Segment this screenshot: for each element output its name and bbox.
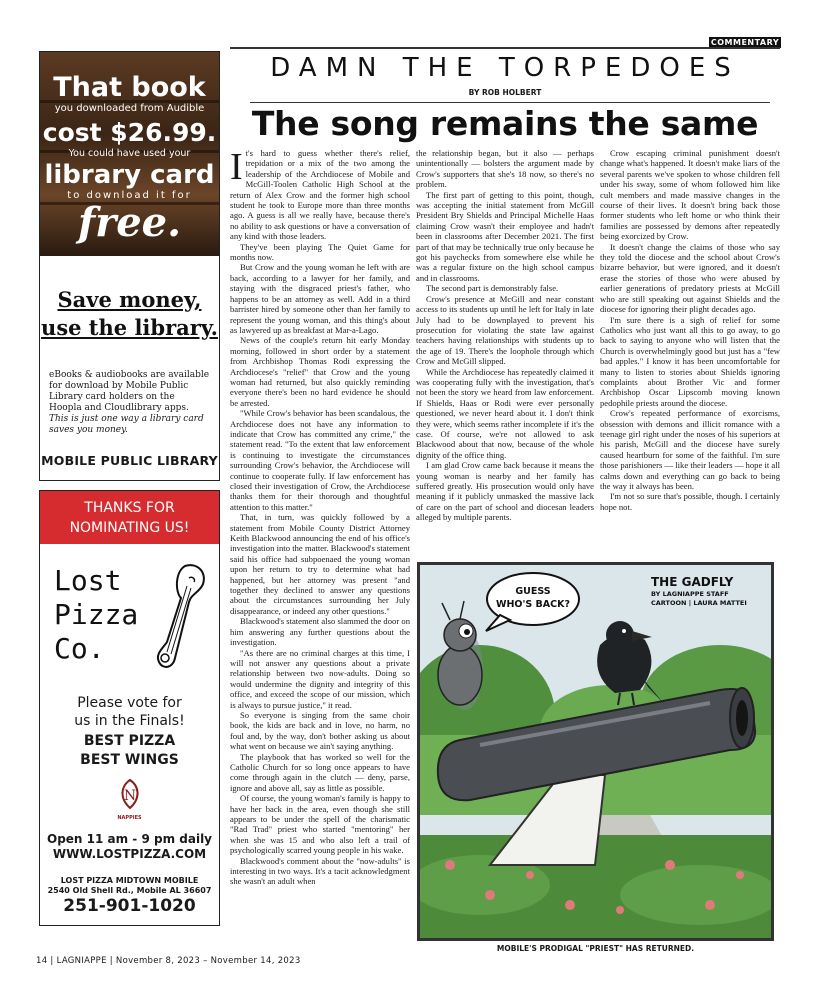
phone-number[interactable]: 251-901-1020 [63, 896, 196, 916]
article-paragraph: They've been playing The Quiet Game for months now. [230, 241, 410, 263]
article-paragraph: It doesn't change the claims of those who say they told the diocese and the school about Crow's bizarre behavior, but were ignored, and it doesn't erase the stories of those who were abused by earlier generations of predatory priests at McGill who are still speaking out against Shields and the diocese for ignoring their plight decades ago. [600, 241, 780, 315]
cartoon-title: THE GADFLY [651, 575, 734, 589]
lost-pizza-wordmark [54, 564, 138, 666]
credit-line-1: BY LAGNIAPPE STAFF [651, 590, 729, 598]
article-paragraph: Blackwood's statement also slammed the door on him answering any further questions about the investigation. [230, 616, 410, 648]
library-ad-italic: This is just one way a library card saves you money. [49, 414, 204, 435]
cartoon-illustration [420, 565, 771, 938]
best-wings: BEST WINGS [80, 752, 179, 768]
drop-cap: I [230, 148, 243, 188]
article-paragraph: I am glad Crow came back because it means the young woman is nearby and her family has suffered greatly. His prosecution would only have meaning if it publicly unmasked the massive lack of care on the part of school and diocesan leaders alleged by multiple parents. [416, 460, 594, 523]
vote-line-1: Please vote for [77, 695, 182, 711]
article-paragraph: "While Crow's behavior has been scandalous, the Archdiocese does not have any information to indicate that Crow has committed any crime," the statement read. "To the extent that law enforcement is continuing to investigate the circumstances surrounding Crow's behavior, the Archdiocese will continue to cooperate fully. If law enforcement has closed their investigation of Crow, the Archdiocese thanks them for their thorough and thoughtful attention to this matter." [230, 408, 410, 512]
ad-headline-1: That book [53, 72, 206, 103]
library-ad-banner [40, 52, 219, 256]
top-rule [230, 47, 780, 49]
bubble-line-2: WHO'S BACK? [495, 599, 570, 610]
ad-text-4: You could have used your [68, 148, 191, 159]
library-logo [40, 453, 219, 468]
article-paragraph: News of the couple's return hit early Monday morning, followed in short order by a statement from Archbishop Thomas Rodi expressing the Archdiocese's "relief" that Crow and the young woman had returned, but also quickly reminding everyone there's been no hard evidence he should be arrested. [230, 335, 410, 408]
column-title: DAMN THE TORPEDOES [270, 53, 740, 83]
vote-message [40, 694, 219, 730]
logo-line-2: Pizza [54, 598, 139, 631]
ad-price: cost $26.99. [42, 118, 217, 147]
article-paragraph: Crow's repeated performance of exorcisms, obsession with demons and illicit romance with a teenage girl right under the noses of his superiors at his parish, McGill and the diocese have surely caused heartburn for some of the faithful. I'm sure those parishioners — like their leaders — hope it all calms down and everything can go back to being the way it always has been. [600, 408, 780, 491]
article-paragraph [230, 148, 410, 242]
article-column-3 [600, 148, 780, 548]
paragraph-text: t's hard to guess whether there's relief, trepidation or a mix of the two among the leadership of the Archdiocese of Mobile and McGill-Toolen Catholic High School at the return of Alex Crow and the former high school student he took to Europe more than three months ago. A guess is all we really have, because there's no ability to ask questions or have a conversation of any kind with those leaders. [230, 148, 410, 242]
save-line-2: use the library. [41, 315, 218, 340]
save-line-1: Save money, [57, 287, 202, 312]
library-ad-text: eBooks & audiobooks are available for download by Mobile Public Library card holders on the Hoopla and Cloudlibrary apps. [49, 370, 210, 413]
nappies-text: NAPPIES [117, 815, 142, 821]
vote-line-2: us in the Finals! [74, 713, 185, 729]
byline: BY ROB HOLBERT [468, 88, 542, 97]
article-column-2 [416, 148, 594, 548]
nappies-logo [113, 778, 147, 822]
article-paragraph: I'm not so sure that's possible, though. I certainly hope not. [600, 491, 780, 512]
street-address: 2540 Old Shell Rd., Mobile AL 36607 [47, 886, 212, 895]
article-paragraph: The first part of getting to this point, though, was accepting the initial statement from McGill President Bry Shields and Principal Michelle Haas claiming Crow wasn't their employee and hadn't been in classrooms after December 2021. The first part of that may be technically true only because he got his paychecks from somewhere else while he was a regular fixture on the high school campus and in classrooms. [416, 189, 594, 283]
byline-rule [250, 102, 770, 103]
thanks-banner [40, 491, 219, 544]
speech-bubble-text [495, 585, 571, 611]
article-paragraph: the relationship began, but it also — perhaps unintentionally — bolsters the argument made by Crow's supporters that she's 18 now, so there's no problem. [416, 148, 594, 190]
ad-text-6: to download it for [67, 190, 192, 201]
logo-line-3: Co. [54, 632, 105, 665]
article-paragraph: The playbook that has worked so well for the Catholic Church for so long once appears to have come through again in the clutch — deny, parse, ignore and above all, say as little as possible. [230, 751, 410, 793]
library-ad[interactable] [39, 51, 220, 481]
ad-library-card: library card [44, 160, 215, 190]
location-name: LOST PIZZA MIDTOWN MOBILE [60, 876, 199, 885]
ad-text-2: you downloaded from Audible [54, 103, 205, 114]
lost-pizza-logo [40, 544, 219, 684]
address-block [40, 876, 219, 896]
article-paragraph: Of course, the young woman's family is happy to have her back in the area, even though she still appears to be under the spell of the charismatic "Rad Trad" priest who started "mentoring" her when she was 15 and who also left a trail of psychologically scarred young people in his wake. [230, 793, 410, 856]
bubble-line-1: GUESS [515, 586, 551, 597]
svg-text:N: N [123, 788, 136, 804]
library-ad-body [40, 370, 219, 436]
gadfly-cartoon[interactable] [417, 562, 774, 941]
best-pizza: BEST PIZZA [83, 733, 176, 749]
guitar-icon [145, 558, 215, 678]
lost-pizza-ad[interactable] [39, 490, 220, 926]
article-paragraph: The second part is demonstrably false. [426, 283, 559, 294]
section-label: COMMENTARY [710, 38, 780, 47]
ad-free: free. [77, 199, 182, 246]
headline: The song remains the same [251, 104, 759, 143]
article-paragraph: That, in turn, was quickly followed by a statement from Mobile County District Attorney Keith Blackwood announcing the end of his office's investigation into the matter. Blackwood's statement said his office had subpoenaed the young woman upon her return to try to determine what had happened, but her attorney was present "and together they declined to answer any questions about the circumstances surrounding her July disappearance, or indeed any other questions." [230, 512, 410, 616]
credit-line-2: CARTOON | LAURA MATTEI [651, 599, 747, 607]
article-paragraph: So everyone is singing from the same choir book, the kids are back and in love, no harm, no foul and, by the way, don't bother asking us about what went on because we ain't saying anything. [230, 709, 410, 752]
best-categories [40, 732, 219, 770]
article-paragraph: Crow's presence at McGill and near constant access to its students up until he left for Italy in late July had to be downplayed to prevent his prosecution for violating the state law against teachers having relationships with students up to the age of 19. There's the loophole through which Crow and McGill slipped. [416, 293, 594, 367]
article-paragraph: But Crow and the young woman he left with are back, according to a lawyer for her family, and staying with the disgraced priest's father, who happens to be an attorney as well. Add in a third barrister hired by someone other than her family to represent the young woman, and this thing's about as lawyered up as breakfast at Mar-a-Lago. [230, 262, 410, 335]
library-logo-text: MOBILE PUBLIC LIBRARY [41, 453, 218, 468]
article-paragraph: Crow escaping criminal punishment doesn't change what's happened. It doesn't make liars of the several parents we've spoken to whose children fell under his sway, some of whom followed him like cult members and made massive changes in the course of their lives. It doesn't bring back those former students who left home or who think their families are possessed by demons after repeatedly being exorcized by Crow. [600, 148, 780, 242]
article-column-1 [230, 148, 410, 966]
banner-line-1: THANKS FOR [84, 500, 175, 516]
website-link[interactable]: WWW.LOSTPIZZA.COM [52, 847, 207, 861]
article-paragraph: "As there are no criminal charges at this time, I will not answer any questions about a private relationship between two now-adults. Doing so would undermine the dignity and integrity of this office, and exceed the scope of our mission, which is always to pursue justice," it read. [230, 647, 410, 710]
page-folio: 14 | LAGNIAPPE | November 8, 2023 – November 14, 2023 [36, 956, 301, 966]
save-money-heading [40, 286, 219, 342]
cartoon-caption: MOBILE'S PRODIGAL "PRIEST" HAS RETURNED. [496, 944, 695, 953]
logo-line-1: Lost [54, 564, 122, 597]
hours-block [40, 832, 219, 862]
cartoon-credit [651, 590, 747, 608]
article-paragraph: While the Archdiocese has repeatedly claimed it was cooperating fully with the investigation, that's not been the story we heard from law enforcement. If Shields, Haas or Rodi were ever personally questioned, we never heard about it. I don't think they were, which seems rather incomplete if it's the case. Of course, we're not allowed to ask Blackwood about that now, because of the whole dignity of the office thing. [416, 366, 594, 460]
article-paragraph: I'm sure there is a sigh of relief for some Catholics who just want all this to go away, to go back to saying to anyone who will listen that the Church is overwhelmingly good but just has a "few bad apples." I know it has been uncomfortable for many to listen to stories about Shields ignoring complaints about Brother Vic and former Archbishop Oscar Lipscomb moving known pedophile priests around the diocese. [600, 314, 780, 408]
hours-text: Open 11 am - 9 pm daily [47, 832, 212, 846]
article-paragraph: Blackwood's comment about the "now-adults" is interesting in two ways. It's a tacit acknowledgment she wasn't an adult when [230, 855, 410, 887]
banner-line-2: NOMINATING US! [69, 520, 190, 536]
nappies-emblem-icon [113, 778, 147, 810]
